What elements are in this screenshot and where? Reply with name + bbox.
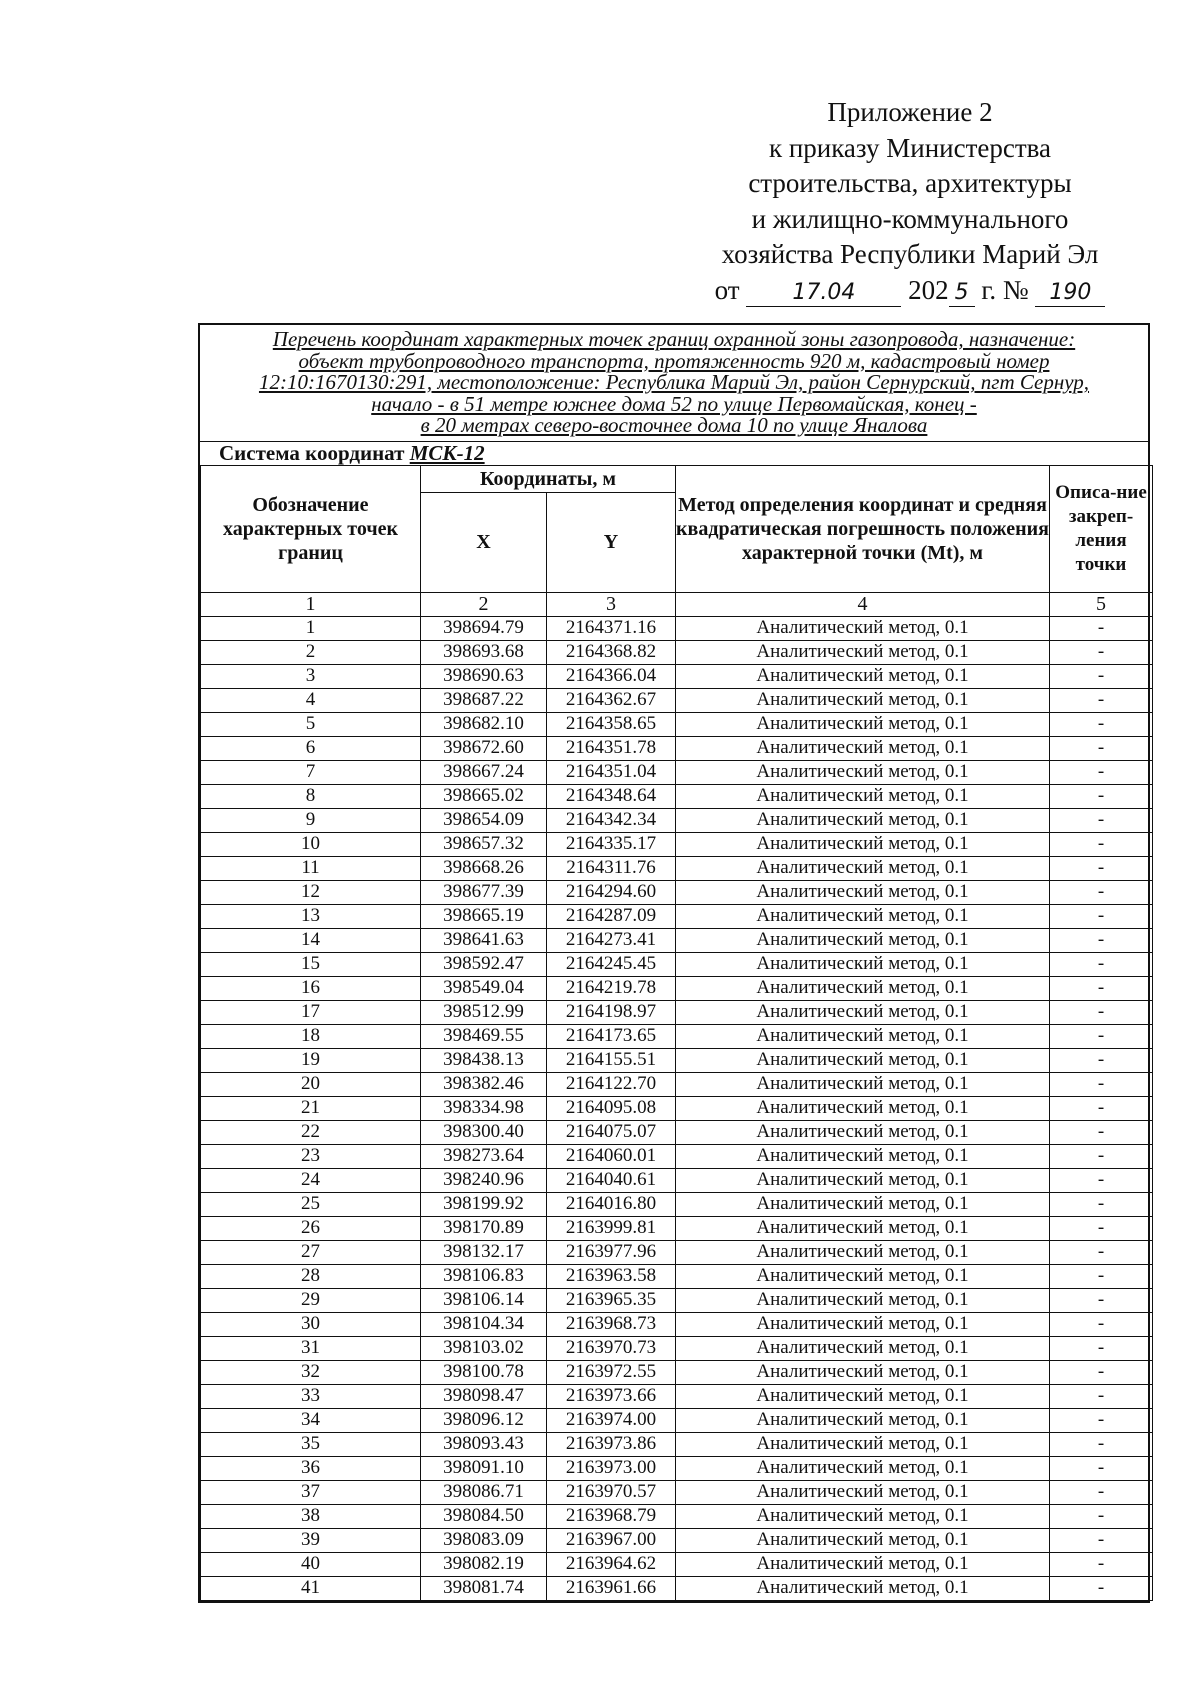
x-cell: 398093.43: [421, 1432, 547, 1456]
table-row: [201, 1120, 1153, 1144]
col-header-method: Метод определения координат и средняя квадратическая погрешность положения характерной точки (Mt), м: [676, 465, 1050, 592]
header-line: и жилищно-коммунального: [751, 203, 1069, 234]
point-id-cell: 1: [201, 616, 421, 640]
x-cell: 398592.47: [421, 952, 547, 976]
appendix-header: [690, 95, 1130, 308]
method-cell: Аналитический метод, 0.1: [676, 1072, 1050, 1096]
point-id-cell: 11: [201, 856, 421, 880]
desc-cell: -: [1050, 1552, 1153, 1576]
header-line: Приложение 2: [827, 97, 993, 127]
x-cell: 398694.79: [421, 616, 547, 640]
desc-cell: -: [1050, 1360, 1153, 1384]
table-row: [201, 1432, 1153, 1456]
desc-cell: -: [1050, 1408, 1153, 1432]
method-cell: Аналитический метод, 0.1: [676, 1096, 1050, 1120]
y-cell: 2163968.79: [547, 1504, 676, 1528]
method-cell: Аналитический метод, 0.1: [676, 640, 1050, 664]
point-id-cell: 27: [201, 1240, 421, 1264]
point-id-cell: 9: [201, 808, 421, 832]
point-id-cell: 8: [201, 784, 421, 808]
method-cell: Аналитический метод, 0.1: [676, 1504, 1050, 1528]
x-cell: 398199.92: [421, 1192, 547, 1216]
col-number: 3: [547, 592, 676, 616]
method-cell: Аналитический метод, 0.1: [676, 1408, 1050, 1432]
x-cell: 398091.10: [421, 1456, 547, 1480]
method-cell: Аналитический метод, 0.1: [676, 616, 1050, 640]
y-cell: 2164287.09: [547, 904, 676, 928]
x-cell: 398469.55: [421, 1024, 547, 1048]
method-cell: Аналитический метод, 0.1: [676, 1048, 1050, 1072]
point-id-cell: 21: [201, 1096, 421, 1120]
y-cell: 2164351.04: [547, 760, 676, 784]
method-cell: Аналитический метод, 0.1: [676, 1216, 1050, 1240]
point-id-cell: 40: [201, 1552, 421, 1576]
desc-cell: -: [1050, 952, 1153, 976]
desc-cell: -: [1050, 1456, 1153, 1480]
point-id-cell: 7: [201, 760, 421, 784]
method-cell: Аналитический метод, 0.1: [676, 1168, 1050, 1192]
header-line: строительства, архитектуры: [748, 168, 1072, 198]
coordinate-system-value: МСК-12: [409, 440, 485, 465]
col-number: 4: [676, 592, 1050, 616]
desc-cell: -: [1050, 640, 1153, 664]
point-id-cell: 19: [201, 1048, 421, 1072]
point-id-cell: 23: [201, 1144, 421, 1168]
desc-cell: -: [1050, 880, 1153, 904]
x-cell: 398106.83: [421, 1264, 547, 1288]
desc-cell: -: [1050, 712, 1153, 736]
table-body: [201, 616, 1153, 1600]
method-cell: Аналитический метод, 0.1: [676, 904, 1050, 928]
point-id-cell: 38: [201, 1504, 421, 1528]
table-row: [201, 1360, 1153, 1384]
point-id-cell: 39: [201, 1528, 421, 1552]
table-row: [201, 1192, 1153, 1216]
desc-cell: -: [1050, 1048, 1153, 1072]
x-cell: 398665.19: [421, 904, 547, 928]
method-cell: Аналитический метод, 0.1: [676, 688, 1050, 712]
method-cell: Аналитический метод, 0.1: [676, 1000, 1050, 1024]
table-row: [201, 856, 1153, 880]
point-id-cell: 2: [201, 640, 421, 664]
table-row: [201, 1024, 1153, 1048]
x-cell: 398083.09: [421, 1528, 547, 1552]
y-cell: 2163972.55: [547, 1360, 676, 1384]
desc-cell: -: [1050, 688, 1153, 712]
desc-cell: -: [1050, 1432, 1153, 1456]
method-cell: Аналитический метод, 0.1: [676, 1384, 1050, 1408]
method-cell: Аналитический метод, 0.1: [676, 928, 1050, 952]
x-cell: 398693.68: [421, 640, 547, 664]
desc-cell: -: [1050, 1216, 1153, 1240]
table-row: [201, 832, 1153, 856]
title-line: объект трубопроводного транспорта, протяженность 920 м, кадастровый номер: [298, 348, 1050, 373]
table-row: [201, 1000, 1153, 1024]
method-cell: Аналитический метод, 0.1: [676, 1264, 1050, 1288]
y-cell: 2163970.57: [547, 1480, 676, 1504]
desc-cell: -: [1050, 616, 1153, 640]
title-line: Перечень координат характерных точек границ охранной зоны газопровода, назначение:: [272, 327, 1076, 351]
point-id-cell: 34: [201, 1408, 421, 1432]
x-cell: 398082.19: [421, 1552, 547, 1576]
y-cell: 2163961.66: [547, 1576, 676, 1600]
method-cell: Аналитический метод, 0.1: [676, 664, 1050, 688]
order-number-handwritten: 190: [1035, 280, 1105, 307]
table-row: [201, 760, 1153, 784]
table-row: [201, 1072, 1153, 1096]
table-row: [201, 1552, 1153, 1576]
desc-cell: -: [1050, 1144, 1153, 1168]
point-id-cell: 25: [201, 1192, 421, 1216]
desc-cell: -: [1050, 1264, 1153, 1288]
y-cell: 2164335.17: [547, 832, 676, 856]
x-cell: 398273.64: [421, 1144, 547, 1168]
x-cell: 398086.71: [421, 1480, 547, 1504]
x-cell: 398104.34: [421, 1312, 547, 1336]
table-row: [201, 1312, 1153, 1336]
y-cell: 2163973.66: [547, 1384, 676, 1408]
method-cell: Аналитический метод, 0.1: [676, 784, 1050, 808]
method-cell: Аналитический метод, 0.1: [676, 1240, 1050, 1264]
method-cell: Аналитический метод, 0.1: [676, 1336, 1050, 1360]
col-number: 1: [201, 592, 421, 616]
y-cell: 2164366.04: [547, 664, 676, 688]
coordinates-table-block: [198, 323, 1150, 1603]
y-cell: 2164294.60: [547, 880, 676, 904]
point-id-cell: 6: [201, 736, 421, 760]
y-cell: 2164362.67: [547, 688, 676, 712]
x-cell: 398106.14: [421, 1288, 547, 1312]
method-cell: Аналитический метод, 0.1: [676, 1456, 1050, 1480]
x-cell: 398084.50: [421, 1504, 547, 1528]
table-row: [201, 1528, 1153, 1552]
point-id-cell: 33: [201, 1384, 421, 1408]
y-cell: 2164155.51: [547, 1048, 676, 1072]
y-cell: 2163968.73: [547, 1312, 676, 1336]
point-id-cell: 14: [201, 928, 421, 952]
x-cell: 398682.10: [421, 712, 547, 736]
table-row: [201, 1480, 1153, 1504]
x-cell: 398096.12: [421, 1408, 547, 1432]
table-row: [201, 1096, 1153, 1120]
point-id-cell: 10: [201, 832, 421, 856]
x-cell: 398690.63: [421, 664, 547, 688]
desc-cell: -: [1050, 976, 1153, 1000]
table-row: [201, 736, 1153, 760]
desc-cell: -: [1050, 1504, 1153, 1528]
y-cell: 2164122.70: [547, 1072, 676, 1096]
x-cell: 398100.78: [421, 1360, 547, 1384]
col-header-point: Обозначение характерных точек границ: [201, 465, 421, 592]
method-cell: Аналитический метод, 0.1: [676, 736, 1050, 760]
title-line: 12:10:1670130:291, местоположение: Республика Марий Эл, район Сернурский, пгт Сернур,: [258, 370, 1090, 394]
desc-cell: -: [1050, 736, 1153, 760]
table-row: [201, 1048, 1153, 1072]
y-cell: 2164245.45: [547, 952, 676, 976]
y-cell: 2163974.00: [547, 1408, 676, 1432]
table-row: [201, 1216, 1153, 1240]
point-id-cell: 29: [201, 1288, 421, 1312]
point-id-cell: 4: [201, 688, 421, 712]
point-id-cell: 12: [201, 880, 421, 904]
x-cell: 398081.74: [421, 1576, 547, 1600]
point-id-cell: 36: [201, 1456, 421, 1480]
table-row: [201, 1384, 1153, 1408]
table-row: [201, 1336, 1153, 1360]
y-cell: 2163970.73: [547, 1336, 676, 1360]
point-id-cell: 24: [201, 1168, 421, 1192]
method-cell: Аналитический метод, 0.1: [676, 1360, 1050, 1384]
coordinate-system-label: Система координат: [219, 440, 405, 465]
year-prefix: 202: [908, 274, 949, 305]
x-cell: 398512.99: [421, 1000, 547, 1024]
table-row: [201, 1456, 1153, 1480]
coordinate-system: [200, 441, 1148, 465]
method-cell: Аналитический метод, 0.1: [676, 1480, 1050, 1504]
order-date-handwritten: 17.04: [746, 280, 901, 307]
point-id-cell: 20: [201, 1072, 421, 1096]
y-cell: 2163973.00: [547, 1456, 676, 1480]
method-cell: Аналитический метод, 0.1: [676, 1120, 1050, 1144]
table-row: [201, 928, 1153, 952]
method-cell: Аналитический метод, 0.1: [676, 1312, 1050, 1336]
table-row: [201, 1240, 1153, 1264]
desc-cell: -: [1050, 1192, 1153, 1216]
method-cell: Аналитический метод, 0.1: [676, 856, 1050, 880]
number-prefix: г. №: [981, 274, 1029, 305]
y-cell: 2164348.64: [547, 784, 676, 808]
table-row: [201, 808, 1153, 832]
x-cell: 398677.39: [421, 880, 547, 904]
point-id-cell: 18: [201, 1024, 421, 1048]
desc-cell: -: [1050, 832, 1153, 856]
table-row: [201, 1168, 1153, 1192]
title-line: в 20 метрах северо-восточнее дома 10 по улице Яналова: [420, 413, 928, 437]
x-cell: 398438.13: [421, 1048, 547, 1072]
desc-cell: -: [1050, 1240, 1153, 1264]
order-date-line: [690, 273, 1130, 309]
point-id-cell: 22: [201, 1120, 421, 1144]
y-cell: 2164219.78: [547, 976, 676, 1000]
method-cell: Аналитический метод, 0.1: [676, 1192, 1050, 1216]
method-cell: Аналитический метод, 0.1: [676, 760, 1050, 784]
x-cell: 398665.02: [421, 784, 547, 808]
col-number: 5: [1050, 592, 1153, 616]
point-id-cell: 16: [201, 976, 421, 1000]
x-cell: 398334.98: [421, 1096, 547, 1120]
method-cell: Аналитический метод, 0.1: [676, 1552, 1050, 1576]
point-id-cell: 30: [201, 1312, 421, 1336]
desc-cell: -: [1050, 760, 1153, 784]
method-cell: Аналитический метод, 0.1: [676, 808, 1050, 832]
point-id-cell: 17: [201, 1000, 421, 1024]
table-row: [201, 1288, 1153, 1312]
desc-cell: -: [1050, 784, 1153, 808]
x-cell: 398672.60: [421, 736, 547, 760]
table-row: [201, 616, 1153, 640]
method-cell: Аналитический метод, 0.1: [676, 1024, 1050, 1048]
method-cell: Аналитический метод, 0.1: [676, 712, 1050, 736]
y-cell: 2163977.96: [547, 1240, 676, 1264]
col-header-desc: Описа-ние закреп-ления точки: [1050, 465, 1153, 592]
y-cell: 2164371.16: [547, 616, 676, 640]
x-cell: 398240.96: [421, 1168, 547, 1192]
y-cell: 2164358.65: [547, 712, 676, 736]
desc-cell: -: [1050, 1120, 1153, 1144]
y-cell: 2164273.41: [547, 928, 676, 952]
desc-cell: -: [1050, 1000, 1153, 1024]
y-cell: 2164040.61: [547, 1168, 676, 1192]
desc-cell: -: [1050, 808, 1153, 832]
method-cell: Аналитический метод, 0.1: [676, 1576, 1050, 1600]
header-line: хозяйства Республики Марий Эл: [721, 239, 1099, 269]
y-cell: 2164198.97: [547, 1000, 676, 1024]
desc-cell: -: [1050, 1288, 1153, 1312]
col-header-x: X: [421, 492, 547, 592]
y-cell: 2163963.58: [547, 1264, 676, 1288]
table-row: [201, 640, 1153, 664]
y-cell: 2163964.62: [547, 1552, 676, 1576]
x-cell: 398668.26: [421, 856, 547, 880]
table-row: [201, 1408, 1153, 1432]
x-cell: 398657.32: [421, 832, 547, 856]
col-header-coords: Координаты, м: [421, 465, 676, 492]
point-id-cell: 41: [201, 1576, 421, 1600]
table-row: [201, 712, 1153, 736]
method-cell: Аналитический метод, 0.1: [676, 880, 1050, 904]
table-row: [201, 1144, 1153, 1168]
x-cell: 398103.02: [421, 1336, 547, 1360]
desc-cell: -: [1050, 1480, 1153, 1504]
table-row: [201, 1504, 1153, 1528]
point-id-cell: 15: [201, 952, 421, 976]
y-cell: 2163965.35: [547, 1288, 676, 1312]
x-cell: 398170.89: [421, 1216, 547, 1240]
desc-cell: -: [1050, 928, 1153, 952]
point-id-cell: 13: [201, 904, 421, 928]
desc-cell: -: [1050, 1312, 1153, 1336]
y-cell: 2164311.76: [547, 856, 676, 880]
x-cell: 398098.47: [421, 1384, 547, 1408]
desc-cell: -: [1050, 1336, 1153, 1360]
y-cell: 2164075.07: [547, 1120, 676, 1144]
method-cell: Аналитический метод, 0.1: [676, 832, 1050, 856]
table-row: [201, 976, 1153, 1000]
table-row: [201, 904, 1153, 928]
desc-cell: -: [1050, 1072, 1153, 1096]
y-cell: 2164351.78: [547, 736, 676, 760]
point-id-cell: 32: [201, 1360, 421, 1384]
x-cell: 398641.63: [421, 928, 547, 952]
table-row: [201, 1576, 1153, 1600]
table-row: [201, 784, 1153, 808]
method-cell: Аналитический метод, 0.1: [676, 1144, 1050, 1168]
table-row: [201, 664, 1153, 688]
desc-cell: -: [1050, 1576, 1153, 1600]
desc-cell: -: [1050, 856, 1153, 880]
title-line: начало - в 51 метре южнее дома 52 по улице Первомайская, конец -: [371, 391, 977, 416]
col-number: 2: [421, 592, 547, 616]
x-cell: 398382.46: [421, 1072, 547, 1096]
desc-cell: -: [1050, 1096, 1153, 1120]
table-row: [201, 688, 1153, 712]
y-cell: 2163967.00: [547, 1528, 676, 1552]
point-id-cell: 5: [201, 712, 421, 736]
coordinates-table: [200, 465, 1153, 1601]
order-year-handwritten: 5: [949, 280, 975, 307]
method-cell: Аналитический метод, 0.1: [676, 976, 1050, 1000]
y-cell: 2164368.82: [547, 640, 676, 664]
x-cell: 398132.17: [421, 1240, 547, 1264]
desc-cell: -: [1050, 1528, 1153, 1552]
desc-cell: -: [1050, 1168, 1153, 1192]
point-id-cell: 35: [201, 1432, 421, 1456]
desc-cell: -: [1050, 1024, 1153, 1048]
point-id-cell: 28: [201, 1264, 421, 1288]
x-cell: 398687.22: [421, 688, 547, 712]
y-cell: 2163973.86: [547, 1432, 676, 1456]
x-cell: 398667.24: [421, 760, 547, 784]
y-cell: 2164342.34: [547, 808, 676, 832]
x-cell: 398549.04: [421, 976, 547, 1000]
date-prefix: от: [714, 274, 740, 305]
method-cell: Аналитический метод, 0.1: [676, 1528, 1050, 1552]
point-id-cell: 26: [201, 1216, 421, 1240]
method-cell: Аналитический метод, 0.1: [676, 952, 1050, 976]
desc-cell: -: [1050, 904, 1153, 928]
point-id-cell: 3: [201, 664, 421, 688]
x-cell: 398300.40: [421, 1120, 547, 1144]
method-cell: Аналитический метод, 0.1: [676, 1432, 1050, 1456]
table-row: [201, 1264, 1153, 1288]
header-line: к приказу Министерства: [768, 132, 1052, 163]
point-id-cell: 31: [201, 1336, 421, 1360]
desc-cell: -: [1050, 1384, 1153, 1408]
y-cell: 2163999.81: [547, 1216, 676, 1240]
y-cell: 2164173.65: [547, 1024, 676, 1048]
desc-cell: -: [1050, 664, 1153, 688]
method-cell: Аналитический метод, 0.1: [676, 1288, 1050, 1312]
x-cell: 398654.09: [421, 808, 547, 832]
table-row: [201, 952, 1153, 976]
point-id-cell: 37: [201, 1480, 421, 1504]
col-header-y: Y: [547, 492, 676, 592]
y-cell: 2164095.08: [547, 1096, 676, 1120]
y-cell: 2164016.80: [547, 1192, 676, 1216]
y-cell: 2164060.01: [547, 1144, 676, 1168]
table-row: [201, 880, 1153, 904]
table-title: [200, 325, 1148, 441]
